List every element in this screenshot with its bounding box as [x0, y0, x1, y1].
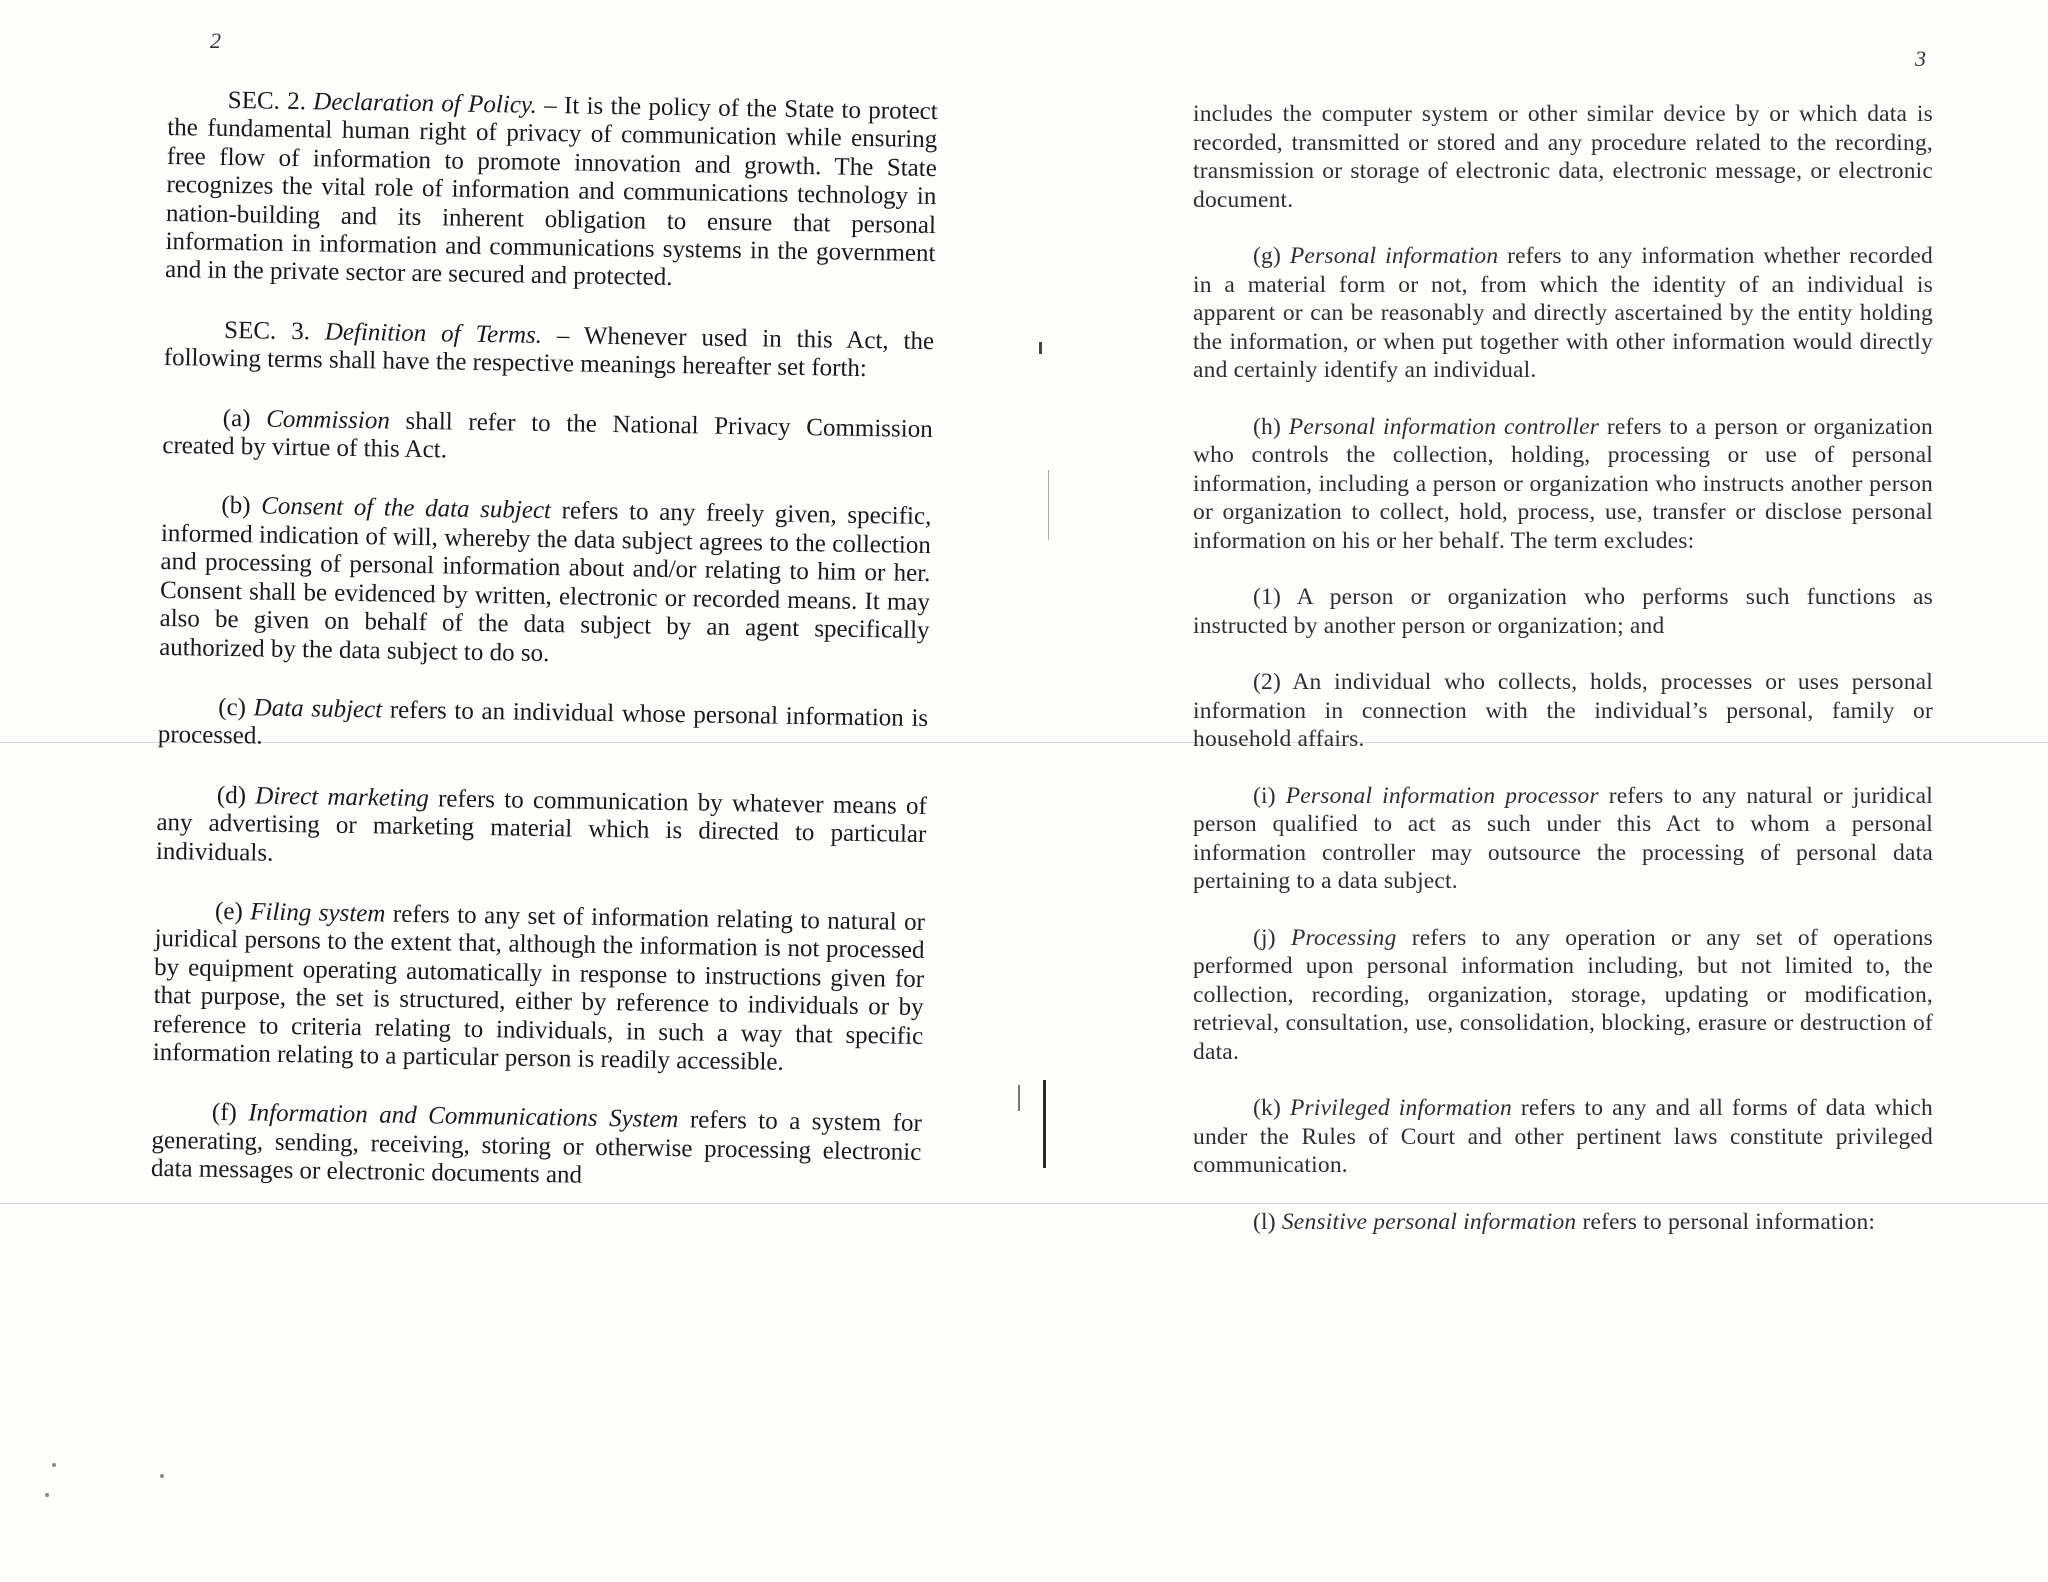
- term: Personal information processor: [1285, 782, 1599, 809]
- term: Consent of the data subject: [261, 492, 552, 525]
- definition-consent: (b) Consent of the data subject refers to any freely given, specific, informed indication of will, whereby the data subject agrees to the collection and processing of personal information about and/or relating to him or her. Consent shall be evidenced by written, electronic or recorded means. It may also be given on behalf of the data subject by an agent specifically authorized by the data subject to do so.: [158, 492, 932, 667]
- definition-filing-system: (e) Filing system refers to any set of information relating to natural or juridical persons to the extent that, although the information is not processed by equipment operating automatically in response to instructions given for that purpose, the set is structured, either by reference to individuals or by reference to criteria relating to individuals, in such a way that specific information relating to a particular person is readily accessible.: [152, 897, 926, 1076]
- gutter-mark: [1048, 470, 1049, 540]
- definition-processing: (j) Processing refers to any operation or any set of operations performed upon personal information including, but not limited to, the collection, recording, organization, storage, updating or modification, retrieval, consultation, use, consolidation, blocking, erasure or destruction of data.: [1193, 924, 1933, 1065]
- gutter-mark: [1018, 1085, 1020, 1111]
- continuation-paragraph: includes the computer system or other similar device by or which data is recorded, transmitted or stored and any procedure related to the recording, transmission or storage of electronic data, electronic message, or electronic document.: [1193, 101, 1933, 213]
- definition-pi-controller: (h) Personal information controller refers to a person or organization who controls the collection, holding, processing or use of personal information, including a person or organization who instructs another person or organization to collect, hold, process, use, transfer or disclose personal information on his or her behalf. The term excludes:: [1193, 413, 1934, 554]
- exclusion-item-2: (2) An individual who collects, holds, processes or uses personal information in connection with the individual’s personal, family or household affairs.: [1193, 669, 1933, 752]
- definition-ict-system: (f) Information and Communications System refers to a system for generating, sending, receiving, storing or otherwise processing electronic data messages or electronic documents and: [150, 1099, 923, 1189]
- term: Personal information: [1289, 243, 1499, 269]
- term: Filing system: [250, 898, 386, 928]
- definition-privileged-information: (k) Privileged information refers to any and all forms of data which under the Rules of Court and other pertinent laws constitute privileged communication.: [1193, 1095, 1934, 1178]
- speck: [160, 1474, 164, 1478]
- section-declaration-of-policy: SEC. 2. Declaration of Policy. – It is the policy of the State to protect the fundamental human right of privacy of communication while ensuring free flow of information to promote innovation and growth. The State recognizes the vital role of information and communications technology in nation-building and its inherent obligation to ensure that personal information in information and communications systems in the government and in the private sector are secured and protected.: [164, 86, 938, 292]
- term: Declaration of Policy.: [313, 88, 538, 119]
- definition-data-subject: (c) Data subject refers to an individual whose personal information is processed.: [157, 693, 929, 750]
- definition-sensitive-personal-information: (l) Sensitive personal information refers to personal information:: [1253, 1208, 1876, 1235]
- term: Information and Communications System: [248, 1099, 679, 1134]
- term: Privileged information: [1289, 1095, 1512, 1121]
- term: Processing: [1291, 924, 1397, 951]
- exclusion-item-1: (1) A person or organization who performs such functions as instructed by another person or organization; and: [1193, 584, 1933, 639]
- gutter-mark: [1039, 342, 1042, 354]
- term: Personal information controller: [1288, 413, 1600, 440]
- page-number: 3: [1915, 46, 1926, 71]
- term: Data subject: [253, 694, 383, 724]
- definition-direct-marketing: (d) Direct marketing refers to communication by whatever means of any advertising or marketing material which is directed to particular individuals.: [155, 781, 928, 867]
- definition-pi-processor: (i) Personal information processor refers to any natural or juridical person qualified to act as such under this Act to whom a personal information controller may outsource the processing of personal data pertaining to a data subject.: [1193, 782, 1933, 894]
- left-page-text: [150, 86, 938, 1227]
- term: Sensitive personal information: [1281, 1208, 1577, 1235]
- definition-commission: (a) Commission shall refer to the National Privacy Commission created by virtue of this Act.: [162, 404, 933, 464]
- page-number: 2: [210, 28, 221, 53]
- section-definition-of-terms: SEC. 3. Definition of Terms. – Whenever used in this Act, the following terms shall have the respective meanings hereafter set forth:: [163, 316, 935, 383]
- speck: [45, 1493, 49, 1497]
- term: Commission: [265, 405, 391, 435]
- definition-personal-information: (g) Personal information refers to any information whether recorded in a material form or not, from which the identity of an individual is apparent or can be reasonably and directly ascertained by the entity holding the information, or when put together with other information would directly and certainly identify an individual.: [1193, 243, 1934, 383]
- gutter-mark: [1043, 1080, 1046, 1168]
- right-page-text: [1193, 100, 1933, 1264]
- speck: [52, 1463, 56, 1467]
- term: Direct marketing: [255, 782, 430, 812]
- term: Definition of Terms.: [324, 318, 543, 349]
